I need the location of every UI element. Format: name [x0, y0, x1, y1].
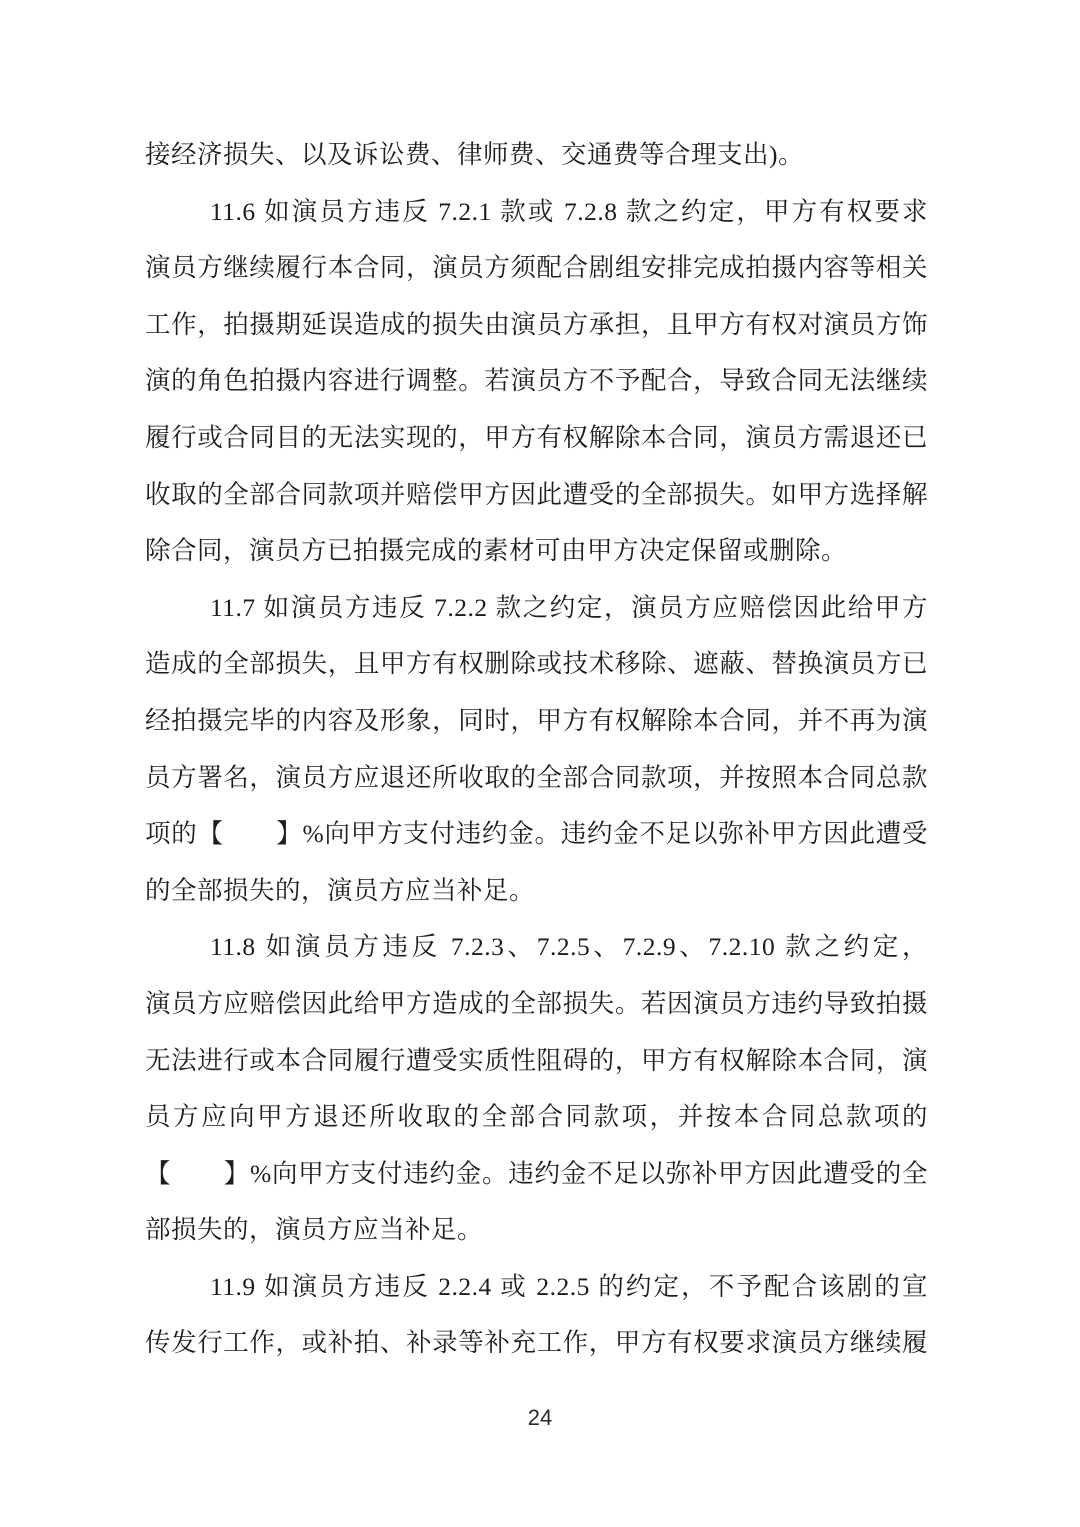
text-line: 传发行工作，或补拍、补录等补充工作，甲方有权要求演员方继续履	[145, 1328, 928, 1358]
clause-11-9-start: 11.9 如演员方违反 2.2.4 或 2.2.5 的约定，不予配合该剧的宣	[210, 1271, 928, 1301]
text-line: 演员方应赔偿因此给甲方造成的全部损失。若因演员方违约导致拍摄	[145, 988, 928, 1018]
text-line: 经拍摄完毕的内容及形象，同时，甲方有权解除本合同，并不再为演	[145, 705, 928, 735]
text-line: 工作，拍摄期延误造成的损失由演员方承担，且甲方有权对演员方饰	[145, 309, 928, 339]
text-line: 的全部损失的，演员方应当补足。	[145, 875, 536, 905]
text-line: 履行或合同目的无法实现的，甲方有权解除本合同，演员方需退还已	[145, 422, 928, 452]
clause-11-8-start: 11.8 如演员方违反 7.2.3、7.2.5、7.2.9、7.2.10 款之约定，	[210, 932, 928, 962]
text-line: 项的【 】%向甲方支付违约金。违约金不足以弥补甲方因此遭受	[145, 819, 928, 849]
text-line: 除合同，演员方已拍摄完成的素材可由甲方决定保留或删除。	[145, 536, 848, 566]
text-line: 接经济损失、以及诉讼费、律师费、交通费等合理支出)。	[145, 140, 804, 169]
text-line: 演员方继续履行本合同，演员方须配合剧组安排完成拍摄内容等相关	[145, 253, 928, 283]
text-line: 员方应向甲方退还所收取的全部合同款项，并按本合同总款项的	[145, 1102, 928, 1132]
text-line: 【 】%向甲方支付违约金。违约金不足以弥补甲方因此遭受的全	[145, 1158, 928, 1188]
page-number: 24	[527, 1405, 553, 1430]
clause-11-7-start: 11.7 如演员方违反 7.2.2 款之约定，演员方应赔偿因此给甲方	[210, 592, 928, 622]
text-line: 员方署名，演员方应退还所收取的全部合同款项，并按照本合同总款	[145, 762, 928, 792]
text-line: 收取的全部合同款项并赔偿甲方因此遭受的全部损失。如甲方选择解	[145, 479, 928, 509]
text-line: 演的角色拍摄内容进行调整。若演员方不予配合，导致合同无法继续	[145, 366, 928, 396]
contract-body	[145, 127, 928, 1372]
text-line: 部损失的，演员方应当补足。	[145, 1215, 484, 1245]
text-line: 无法进行或本合同履行遭受实质性阻碍的，甲方有权解除本合同，演	[145, 1045, 928, 1075]
text-line: 造成的全部损失，且甲方有权删除或技术移除、遮蔽、替换演员方已	[145, 649, 928, 679]
clause-11-6-start: 11.6 如演员方违反 7.2.1 款或 7.2.8 款之约定，甲方有权要求	[210, 196, 928, 226]
